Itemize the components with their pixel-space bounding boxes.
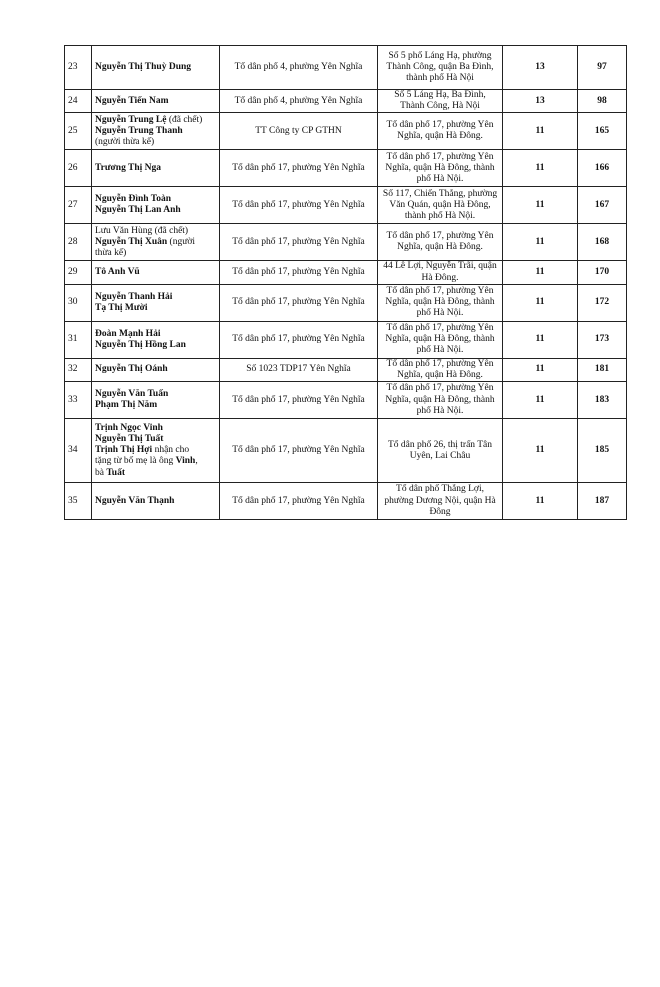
land-address-cell: Tổ dân phố 17, phường Yên Nghĩa <box>220 284 378 321</box>
land-address-cell: Tổ dân phố 17, phường Yên Nghĩa <box>220 261 378 284</box>
land-address-cell: Tổ dân phố 17, phường Yên Nghĩa <box>220 382 378 419</box>
parcel-number-cell: 165 <box>578 113 627 150</box>
land-address-cell: Tổ dân phố 4, phường Yên Nghĩa <box>220 46 378 90</box>
owner-name-text: Nguyễn Thanh Hải <box>95 291 173 302</box>
owner-name-line <box>95 434 216 445</box>
owner-name-line <box>95 205 216 216</box>
contact-address-cell: Số 117, Chiến Thắng, phường Văn Quán, quận Hà Đông, thành phố Hà Nội. <box>378 187 503 224</box>
land-address-cell: Tổ dân phố 17, phường Yên Nghĩa <box>220 150 378 187</box>
owner-name-cell <box>92 419 220 483</box>
parcel-number-cell: 185 <box>578 419 627 483</box>
owner-name-line <box>95 468 216 479</box>
owner-name-cell <box>92 90 220 113</box>
owner-name-cell <box>92 261 220 284</box>
owner-name-text: Tô Anh Vũ <box>95 267 140 277</box>
table-row <box>65 187 627 224</box>
row-number-cell: 35 <box>65 483 92 520</box>
land-address-cell: TT Công ty CP GTHN <box>220 113 378 150</box>
owner-name-text: Nguyễn Thị Lan Anh <box>95 205 181 216</box>
owner-name-text: Phạm Thị Năm <box>95 400 158 411</box>
map-sheet-cell: 11 <box>503 419 578 483</box>
contact-address-cell: Tổ dân phố Thắng Lợi, phường Dương Nội, quận Hà Đông <box>378 483 503 520</box>
map-sheet-cell: 13 <box>503 46 578 90</box>
table-row <box>65 113 627 150</box>
row-number-cell: 24 <box>65 90 92 113</box>
owner-name-cell <box>92 224 220 261</box>
land-address-cell: Tổ dân phố 17, phường Yên Nghĩa <box>220 483 378 520</box>
contact-address-cell: Tổ dân phố 17, phường Yên Nghĩa, quận Hà Đông, thành phố Hà Nội. <box>378 284 503 321</box>
table-row <box>65 419 627 483</box>
owner-name-line <box>95 115 216 126</box>
row-number-cell: 30 <box>65 284 92 321</box>
owner-name-line <box>95 137 216 148</box>
parcel-number-cell: 173 <box>578 321 627 358</box>
contact-address-cell: Số 5 phố Láng Hạ, phường Thành Công, quận Ba Đình, thành phố Hà Nội <box>378 46 503 90</box>
land-address-cell: Tổ dân phố 4, phường Yên Nghĩa <box>220 90 378 113</box>
contact-address-cell: Tổ dân phố 17, phường Yên Nghĩa, quận Hà Đông. <box>378 113 503 150</box>
owner-name-line <box>95 96 216 107</box>
owner-name-cell <box>92 46 220 90</box>
owner-name-text: Nguyễn Văn Tuấn <box>95 389 169 400</box>
land-address-cell: Số 1023 TDP17 Yên Nghĩa <box>220 358 378 381</box>
table-body <box>65 46 627 520</box>
table-row <box>65 483 627 520</box>
land-address-cell: Tổ dân phố 17, phường Yên Nghĩa <box>220 224 378 261</box>
owner-name-text: Tuất <box>106 467 126 478</box>
owner-name-text: , <box>195 456 198 467</box>
owner-name-line <box>95 456 216 467</box>
table-row <box>65 150 627 187</box>
table-row <box>65 284 627 321</box>
contact-address-cell: Tổ dân phố 17, phường Yên Nghĩa, quận Hà Đông, thành phố Hà Nội. <box>378 150 503 187</box>
owner-name-text: tặng từ bố mẹ là ông <box>95 456 176 467</box>
owner-name-text: Trịnh Ngọc Vinh <box>95 422 163 433</box>
owner-name-cell <box>92 113 220 150</box>
owner-name-line <box>95 364 216 375</box>
owner-name-text: (người <box>167 236 196 247</box>
owner-name-text: thừa kế) <box>95 248 127 258</box>
owner-name-line <box>95 194 216 205</box>
owner-name-cell <box>92 382 220 419</box>
contact-address-cell: Tổ dân phố 17, phường Yên Nghĩa, quận Hà Đông, thành phố Hà Nội. <box>378 382 503 419</box>
owner-name-text: Nguyễn Tiến Nam <box>95 95 169 106</box>
owner-name-line <box>95 163 216 174</box>
row-number-cell: 32 <box>65 358 92 381</box>
owner-name-cell <box>92 321 220 358</box>
owner-name-cell <box>92 150 220 187</box>
owner-name-text: Lưu Văn Hùng <box>95 225 153 236</box>
owner-name-text: Trương Thị Nga <box>95 162 162 173</box>
owner-name-text: Tạ Thị Mười <box>95 302 148 313</box>
owner-name-text: Nguyễn Thị Tuất <box>95 433 164 444</box>
row-number-cell: 28 <box>65 224 92 261</box>
parcel-number-cell: 183 <box>578 382 627 419</box>
map-sheet-cell: 11 <box>503 483 578 520</box>
owner-name-line <box>95 389 216 400</box>
map-sheet-cell: 11 <box>503 187 578 224</box>
land-address-cell: Tổ dân phố 17, phường Yên Nghĩa <box>220 419 378 483</box>
map-sheet-cell: 11 <box>503 150 578 187</box>
land-address-cell: Tổ dân phố 17, phường Yên Nghĩa <box>220 321 378 358</box>
parcel-number-cell: 97 <box>578 46 627 90</box>
owner-name-text: Nguyễn Thị Xuân <box>95 236 168 247</box>
owner-name-text: bà <box>95 467 107 478</box>
map-sheet-cell: 13 <box>503 90 578 113</box>
owner-name-cell <box>92 284 220 321</box>
parcel-number-cell: 170 <box>578 261 627 284</box>
map-sheet-cell: 11 <box>503 224 578 261</box>
map-sheet-cell: 11 <box>503 321 578 358</box>
contact-address-cell: Tổ dân phố 17, phường Yên Nghĩa, quận Hà Đông, thành phố Hà Nội. <box>378 321 503 358</box>
owner-name-text: Nguyễn Thị Oánh <box>95 364 168 375</box>
parcel-number-cell: 166 <box>578 150 627 187</box>
parcel-number-cell: 98 <box>578 90 627 113</box>
contact-address-cell: Tổ dân phố 26, thị trấn Tân Uyên, Lai Châu <box>378 419 503 483</box>
owner-name-text: Vinh <box>175 456 196 467</box>
owner-name-line <box>95 292 216 303</box>
row-number-cell: 31 <box>65 321 92 358</box>
row-number-cell: 26 <box>65 150 92 187</box>
owner-name-text: Đoàn Mạnh Hải <box>95 328 161 339</box>
map-sheet-cell: 11 <box>503 113 578 150</box>
contact-address-cell: Số 5 Láng Hạ, Ba Đình, Thành Công, Hà Nội <box>378 90 503 113</box>
owner-name-cell <box>92 187 220 224</box>
owner-name-text: Nguyễn Trung Lệ <box>95 114 167 125</box>
contact-address-cell: Tổ dân phố 17, phường Yên Nghĩa, quận Hà Đông. <box>378 358 503 381</box>
map-sheet-cell: 11 <box>503 284 578 321</box>
owner-name-line <box>95 126 216 137</box>
row-number-cell: 33 <box>65 382 92 419</box>
parcel-number-cell: 181 <box>578 358 627 381</box>
row-number-cell: 29 <box>65 261 92 284</box>
contact-address-cell: Tổ dân phố 17, phường Yên Nghĩa, quận Hà Đông. <box>378 224 503 261</box>
table-row <box>65 321 627 358</box>
owner-name-text: Nguyễn Đình Toàn <box>95 194 172 205</box>
owner-name-text: Nguyễn Thị Thuỳ Dung <box>95 61 192 72</box>
parcel-number-cell: 167 <box>578 187 627 224</box>
owner-name-line <box>95 237 216 248</box>
table-row <box>65 46 627 90</box>
parcel-number-cell: 168 <box>578 224 627 261</box>
map-sheet-cell: 11 <box>503 358 578 381</box>
parcel-number-cell: 187 <box>578 483 627 520</box>
table-row <box>65 382 627 419</box>
owner-name-line <box>95 267 216 278</box>
owner-name-line <box>95 62 216 73</box>
table-row <box>65 90 627 113</box>
owner-name-text: (đã chết) <box>152 225 189 236</box>
row-number-cell: 23 <box>65 46 92 90</box>
owner-name-text: Nguyễn Trung Thanh <box>95 125 183 136</box>
owner-name-line <box>95 329 216 340</box>
table-row <box>65 224 627 261</box>
owner-name-line <box>95 226 216 237</box>
map-sheet-cell: 11 <box>503 382 578 419</box>
owner-name-line <box>95 303 216 314</box>
parcel-number-cell: 172 <box>578 284 627 321</box>
table-row <box>65 261 627 284</box>
owner-name-text: (người thừa kế) <box>95 137 155 147</box>
contact-address-cell: 44 Lê Lợi, Nguyễn Trãi, quận Hà Đông. <box>378 261 503 284</box>
owner-name-text: (đã chết) <box>166 114 203 125</box>
table-row <box>65 358 627 381</box>
map-sheet-cell: 11 <box>503 261 578 284</box>
row-number-cell: 25 <box>65 113 92 150</box>
land-owner-table <box>64 45 627 520</box>
row-number-cell: 27 <box>65 187 92 224</box>
owner-name-cell <box>92 483 220 520</box>
owner-name-line <box>95 248 216 259</box>
owner-name-line <box>95 496 216 507</box>
land-address-cell: Tổ dân phố 17, phường Yên Nghĩa <box>220 187 378 224</box>
owner-name-cell <box>92 358 220 381</box>
owner-name-line <box>95 423 216 434</box>
owner-name-line <box>95 445 216 456</box>
owner-name-text: nhận cho <box>152 445 190 456</box>
owner-name-text: Nguyễn Thị Hồng Lan <box>95 339 186 350</box>
owner-name-text: Nguyễn Văn Thạnh <box>95 495 175 506</box>
owner-name-line <box>95 400 216 411</box>
owner-name-text: Trịnh Thị Hợi <box>95 445 153 456</box>
row-number-cell: 34 <box>65 419 92 483</box>
owner-name-line <box>95 340 216 351</box>
